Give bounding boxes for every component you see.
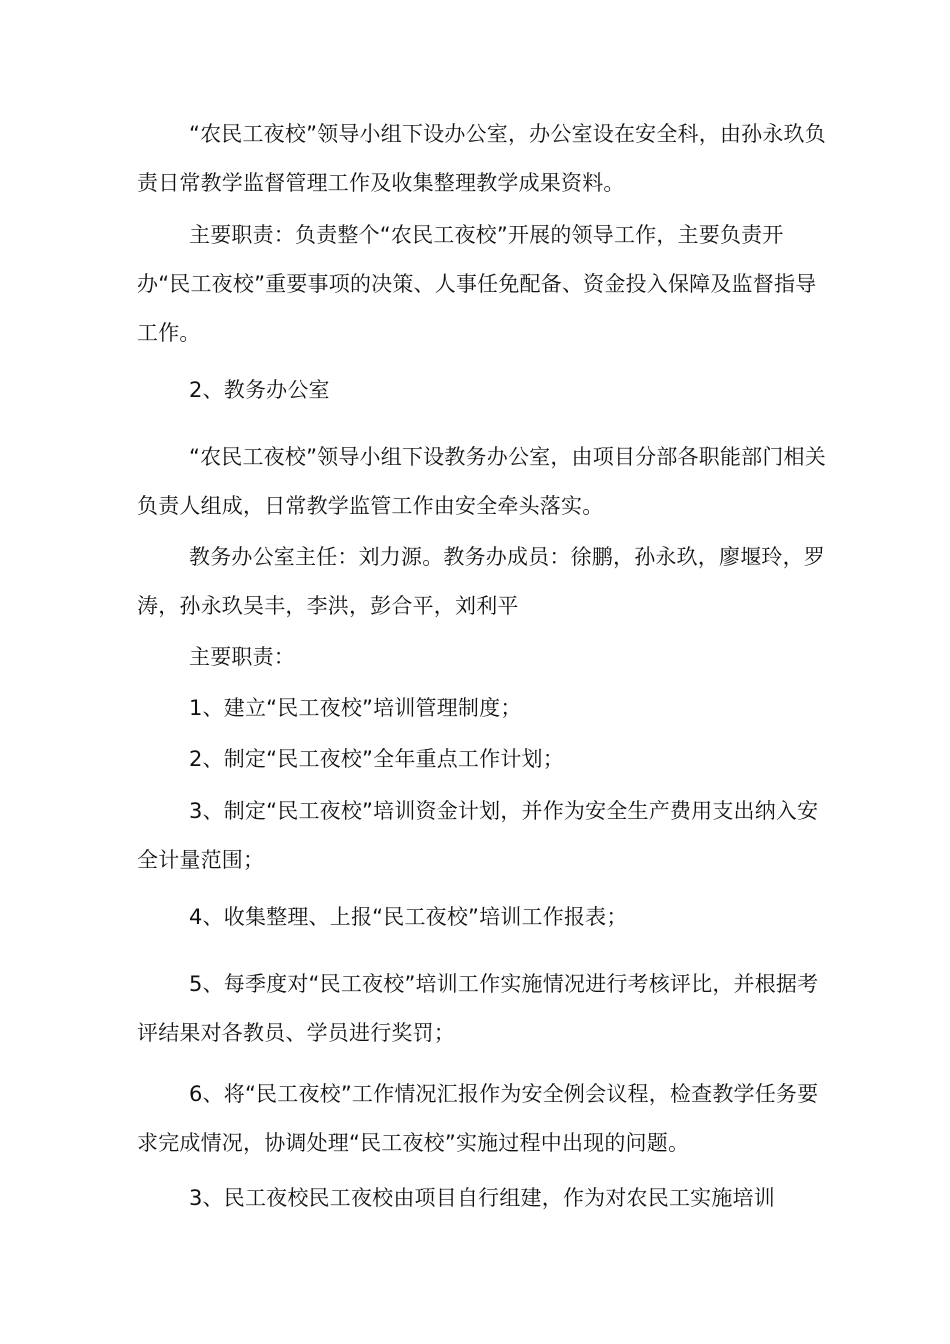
list-item-duty-3: 3、制定“民工夜校”培训资金计划，并作为安全生产费用支出纳入安全计量范围； (137, 799, 819, 872)
paragraph-academic-office-setup: “农民工夜校”领导小组下设教务办公室，由项目分部各职能部门相关负责人组成，日常教学监管工作由安全牵头落实。 (137, 445, 826, 518)
paragraph-main-duties-label: 主要职责： (189, 645, 295, 669)
paragraph-main-duties-leadership: 主要职责：负责整个“农民工夜校”开展的领导工作，主要负责开办“民工夜校”重要事项的决策、人事任免配备、资金投入保障及监督指导工作。 (137, 223, 817, 345)
paragraph-office-setup: “农民工夜校”领导小组下设办公室，办公室设在安全科，由孙永玖负责日常教学监督管理工作及收集整理教学成果资料。 (137, 122, 826, 195)
list-item-duty-1: 1、建立“民工夜校”培训管理制度； (189, 696, 522, 720)
list-item-duty-2: 2、制定“民工夜校”全年重点工作计划； (189, 747, 564, 771)
list-item-duty-5: 5、每季度对“民工夜校”培训工作实施情况进行考核评比，并根据考评结果对各教员、学员进行奖罚； (137, 972, 819, 1045)
paragraph-academic-office-members: 教务办公室主任：刘力源。教务办成员：徐鹏，孙永玖，廖堰玲，罗涛，孙永玖吴丰，李洪，彭合平，刘利平 (137, 545, 825, 618)
list-item-duty-6: 6、将“民工夜校”工作情况汇报作为安全例会议程，检查教学任务要求完成情况，协调处理“民工夜校”实施过程中出现的问题。 (137, 1082, 819, 1155)
section-heading-night-school: 3、民工夜校民工夜校由项目自行组建，作为对农民工实施培训 (189, 1186, 775, 1210)
section-heading-academic-office: 2、教务办公室 (189, 378, 330, 402)
list-item-duty-4: 4、收集整理、上报“民工夜校”培训工作报表； (189, 905, 628, 929)
